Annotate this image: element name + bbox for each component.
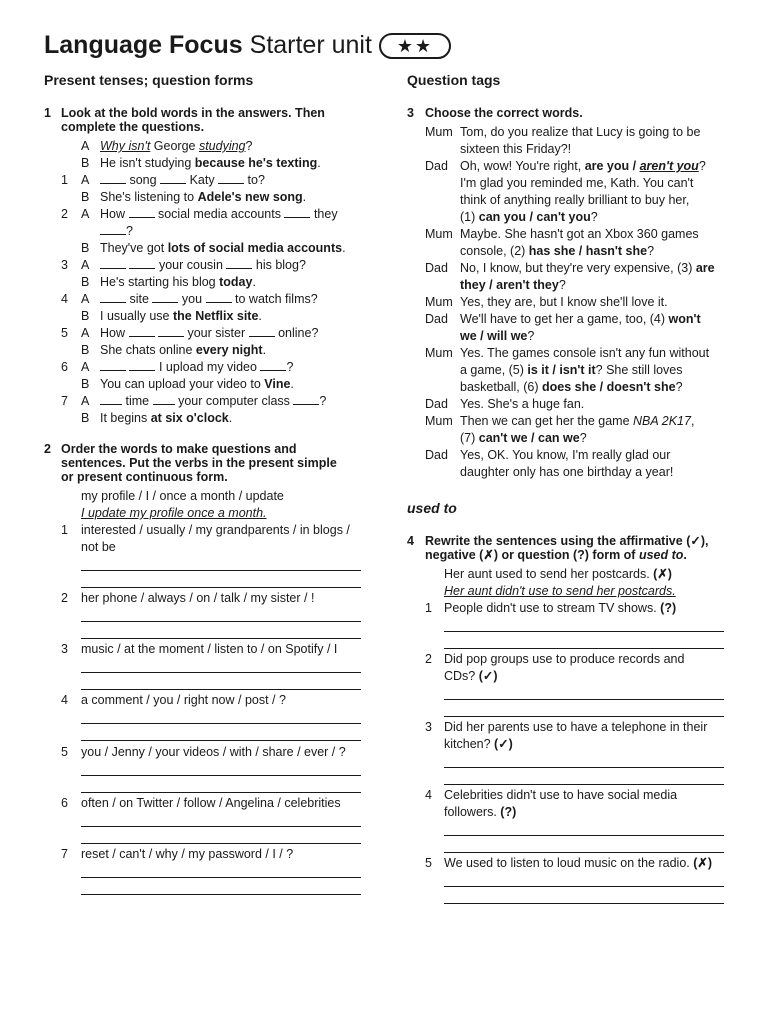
instruction-line	[425, 548, 708, 562]
item-number: 3	[61, 258, 68, 272]
item-2-answer	[100, 240, 346, 257]
question-text: time	[125, 394, 150, 408]
example-text: ?	[245, 139, 253, 153]
answer-line[interactable]	[81, 570, 361, 571]
answer-bold: lots of social media accounts	[167, 241, 343, 255]
answer-line[interactable]	[444, 903, 724, 904]
speaker-label: Dad	[425, 312, 448, 326]
speech-line: sixteen this Friday?!	[460, 142, 572, 156]
speaker-label: Mum	[425, 414, 453, 428]
prompt-text: People didn't use to stream TV shows.	[444, 601, 657, 615]
speech-text: ?	[698, 159, 706, 173]
prompt-text: We used to listen to loud music on the radio.	[444, 856, 690, 870]
answer-blank[interactable]	[206, 291, 232, 303]
question-text: online?	[278, 326, 319, 340]
answer-line[interactable]	[81, 689, 361, 690]
item-4-answer	[100, 308, 262, 325]
speaker-label: Mum	[425, 125, 453, 139]
answer-line[interactable]	[81, 775, 361, 776]
exercise-1-instruction	[61, 106, 325, 134]
item-number: 5	[61, 326, 68, 340]
example-answer: I update my profile once a month.	[81, 506, 267, 520]
item-number: 2	[425, 652, 432, 666]
item-7-answer	[100, 410, 232, 427]
exercise-4-number: 4	[407, 534, 414, 548]
title-unit: Starter unit	[249, 31, 372, 59]
speech-text: console, (2)	[460, 244, 529, 258]
form-mark: (?)	[660, 601, 677, 615]
item-prompt: often / on Twitter / follow / Angelina / celebrities	[81, 796, 341, 810]
question-text: social media accounts	[157, 207, 281, 221]
answer-blank[interactable]	[153, 393, 175, 405]
speech-line	[460, 362, 683, 379]
answer-line[interactable]	[444, 699, 724, 700]
item-6-answer	[100, 376, 294, 393]
answer-blank[interactable]	[129, 359, 155, 371]
item-7-question	[100, 393, 326, 410]
answer-line[interactable]	[81, 723, 361, 724]
left-section-heading: Present tenses; question forms	[44, 72, 254, 88]
page-title	[44, 31, 451, 60]
tag-option[interactable]: does she / doesn't she	[541, 380, 676, 394]
item-prompt: Celebrities didn't use to have social media	[444, 788, 678, 802]
item-4-question	[100, 291, 318, 308]
exercise-3-instruction: Choose the correct words.	[425, 106, 583, 120]
speaker-label: Dad	[425, 261, 448, 275]
answer-blank[interactable]	[218, 172, 244, 184]
answer-line[interactable]	[444, 631, 724, 632]
speaker-label: Mum	[425, 227, 453, 241]
answer-blank[interactable]	[226, 257, 252, 269]
item-number: 6	[61, 360, 68, 374]
tag-option[interactable]: are	[695, 261, 715, 275]
answer-text: They've got	[100, 241, 168, 255]
item-number: 7	[61, 847, 68, 861]
answer-text: .	[290, 377, 294, 391]
answer-blank[interactable]	[129, 206, 155, 218]
item-prompt: you / Jenny / your videos / with / share / ever / ?	[81, 745, 346, 759]
speaker-label: Mum	[425, 295, 453, 309]
answer-blank[interactable]	[100, 291, 126, 303]
answer-blank[interactable]	[100, 359, 126, 371]
instruction-line: Look at the bold words in the answers. Then	[61, 106, 325, 120]
question-text: your computer class	[178, 394, 290, 408]
item-prompt: Did pop groups use to produce records and	[444, 652, 685, 666]
tag-option[interactable]: won't	[668, 312, 701, 326]
speech-line	[460, 379, 683, 396]
tag-option[interactable]: has she / hasn't she	[528, 244, 648, 258]
prompt-text: CDs?	[444, 669, 476, 683]
answer-line[interactable]	[81, 843, 361, 844]
answer-bold: Vine	[264, 377, 291, 391]
speech-line: Yes. She's a huge fan.	[460, 397, 585, 411]
speech-text: ?	[590, 210, 598, 224]
speech-line: think of anything really brilliant to buy her,	[460, 193, 690, 207]
item-prompt: music / at the moment / listen to / on Spotify / I	[81, 642, 338, 656]
speech-line	[460, 277, 566, 294]
item-prompt-cont	[444, 668, 498, 685]
answer-line[interactable]	[444, 784, 724, 785]
answer-blank[interactable]	[260, 359, 286, 371]
speech-text: ?	[647, 244, 655, 258]
question-text: ?	[319, 394, 327, 408]
prompt-text: kitchen?	[444, 737, 491, 751]
tag-option[interactable]: are you /	[584, 159, 640, 173]
item-number: 4	[425, 788, 432, 802]
speech-line	[460, 260, 715, 277]
speech-line	[460, 243, 654, 260]
answer-blank[interactable]	[100, 393, 122, 405]
item-prompt: Did her parents use to have a telephone in their	[444, 720, 708, 734]
question-text: song	[129, 173, 157, 187]
speech-text: ?	[527, 329, 535, 343]
instruction-text: negative (✗) or question (?) form of	[425, 548, 639, 562]
prompt-text: followers.	[444, 805, 497, 819]
answer-bold: because he's texting	[194, 156, 318, 170]
answer-line[interactable]	[81, 672, 361, 673]
question-text: How	[100, 207, 126, 221]
form-mark: (✗)	[653, 567, 672, 581]
speech-text: ,	[690, 414, 695, 428]
question-text: site	[129, 292, 149, 306]
question-text: to watch films?	[235, 292, 318, 306]
prompt-text: Her aunt used to send her postcards.	[444, 567, 650, 581]
instruction-line: or present continuous form.	[61, 470, 228, 484]
form-mark: (✓)	[478, 669, 498, 683]
question-text: Katy	[189, 173, 215, 187]
answer-bold: at six o'clock	[150, 411, 229, 425]
instruction-line: Rewrite the sentences using the affirmative (✓),	[425, 534, 709, 548]
item-prompt: her phone / always / on / talk / my sister / !	[81, 591, 315, 605]
answer-line[interactable]	[81, 877, 361, 878]
speaker-label: Mum	[425, 346, 453, 360]
title-bold: Language Focus	[44, 31, 243, 59]
answer-text: .	[317, 156, 321, 170]
speech-text: Then we can get her the game	[460, 414, 634, 428]
speech-line: I'm glad you reminded me, Kath. You can't	[460, 176, 694, 190]
answer-blank[interactable]	[160, 172, 186, 184]
instruction-line: sentences. Put the verbs in the present simple	[61, 456, 337, 470]
example-text: George	[150, 139, 199, 153]
item-prompt	[444, 855, 712, 872]
speech-text: basketball, (6)	[460, 380, 542, 394]
tag-option[interactable]: we / will we	[460, 329, 528, 343]
answer-line[interactable]	[444, 716, 724, 717]
speech-line	[460, 158, 706, 175]
exercise-2-number: 2	[44, 442, 51, 456]
answer-line[interactable]	[81, 894, 361, 895]
answer-line[interactable]	[444, 767, 724, 768]
example-answer	[100, 155, 321, 172]
answer-text: He's starting his blog	[100, 275, 220, 289]
exercise-3-number: 3	[407, 106, 414, 120]
instruction-line: complete the questions.	[61, 120, 205, 134]
tag-option[interactable]: they / aren't they	[460, 278, 559, 292]
answer-text: .	[302, 190, 307, 204]
speech-line: Yes, they are, but I know she'll love it.	[460, 295, 668, 309]
exercise-2-instruction	[61, 442, 337, 484]
answer-text: .	[342, 241, 346, 255]
speech-line	[460, 413, 694, 430]
item-2-question-cont	[81, 223, 133, 240]
speech-text: (1)	[460, 210, 479, 224]
question-text: you	[181, 292, 203, 306]
speech-line: Tom, do you realize that Lucy is going to be	[460, 125, 701, 139]
example-italic: studying	[198, 139, 246, 153]
item-3-answer	[100, 274, 256, 291]
form-mark: (?)	[500, 805, 517, 819]
answer-blank[interactable]	[293, 393, 319, 405]
speech-text: ?	[558, 278, 566, 292]
item-prompt: interested / usually / my grandparents / in blogs /	[81, 523, 350, 537]
answer-line[interactable]	[444, 886, 724, 887]
item-number: 6	[61, 796, 68, 810]
item-number: 2	[61, 207, 68, 221]
item-prompt: reset / can't / why / my password / I / ?	[81, 847, 294, 861]
item-number: 1	[61, 523, 68, 537]
item-prompt	[444, 600, 676, 617]
speech-text: ?	[579, 431, 587, 445]
used-to-heading: used to	[407, 500, 457, 516]
item-prompt-cont: not be	[81, 540, 116, 554]
item-5-answer	[100, 342, 266, 359]
question-text: ?	[126, 224, 133, 238]
speech-text: ?	[675, 380, 683, 394]
item-number: 5	[425, 856, 432, 870]
answer-blank[interactable]	[100, 257, 126, 269]
question-text: your cousin	[158, 258, 223, 272]
speech-line: daughter only has one birthday a year!	[460, 465, 674, 479]
speech-text: Oh, wow! You're right,	[460, 159, 585, 173]
item-prompt: a comment / you / right now / post / ?	[81, 693, 286, 707]
instruction-line: Order the words to make questions and	[61, 442, 297, 456]
exercise-1-number: 1	[44, 106, 51, 120]
answer-bold: today	[219, 275, 253, 289]
speech-text: No, I know, but they're very expensive, (3)	[460, 261, 696, 275]
answer-bold: every night	[195, 343, 263, 357]
speech-line	[460, 328, 534, 345]
item-2-question	[100, 206, 338, 223]
item-6-question	[100, 359, 293, 376]
answer-blank[interactable]	[129, 325, 155, 337]
item-1-question	[100, 172, 265, 189]
tag-option-example: aren't you	[639, 159, 699, 173]
speaker-label: Dad	[425, 159, 448, 173]
item-number: 3	[61, 642, 68, 656]
speech-line	[460, 311, 701, 328]
answer-line[interactable]	[444, 835, 724, 836]
answer-blank[interactable]	[284, 206, 310, 218]
game-title: NBA 2K17	[633, 414, 691, 428]
tag-option[interactable]: can't we / can we	[478, 431, 580, 445]
answer-line[interactable]	[81, 792, 361, 793]
answer-blank[interactable]	[158, 325, 184, 337]
form-mark: (✓)	[494, 737, 513, 751]
answer-line[interactable]	[81, 621, 361, 622]
item-number: 4	[61, 693, 68, 707]
question-text: to?	[247, 173, 265, 187]
item-1-answer	[100, 189, 306, 206]
item-number: 2	[61, 591, 68, 605]
answer-text: .	[258, 309, 262, 323]
tag-option[interactable]: is it / isn't it	[527, 363, 596, 377]
question-text: his blog?	[255, 258, 306, 272]
speech-line: Yes. The games console isn't any fun without	[460, 346, 710, 360]
answer-text: He isn't studying	[100, 156, 195, 170]
answer-blank[interactable]	[100, 172, 126, 184]
answer-bold: the Netflix site	[172, 309, 259, 323]
speech-line	[460, 209, 598, 226]
answer-bold: Adele's new song	[197, 190, 303, 204]
item-number: 5	[61, 745, 68, 759]
item-number: 1	[425, 601, 432, 615]
exercise-4-instruction	[425, 534, 708, 562]
question-text: How	[100, 326, 126, 340]
answer-blank[interactable]	[152, 291, 178, 303]
speech-text: We'll have to get her a game, too, (4)	[460, 312, 669, 326]
answer-line[interactable]	[81, 638, 361, 639]
answer-text: It begins	[100, 411, 151, 425]
example-question	[100, 138, 252, 155]
example-prompt: my profile / I / once a month / update	[81, 489, 284, 503]
item-prompt-cont	[444, 804, 516, 821]
speech-text: ? She still loves	[595, 363, 683, 377]
example-answer: Her aunt didn't use to send her postcards.	[444, 584, 676, 598]
question-text: they	[313, 207, 338, 221]
answer-text: .	[228, 411, 233, 425]
form-mark: (✗)	[693, 856, 713, 870]
speaker-label: Dad	[425, 448, 448, 462]
speech-line: Yes, OK. You know, I'm really glad our	[460, 448, 671, 462]
answer-line[interactable]	[444, 852, 724, 853]
answer-text: I usually use	[100, 309, 173, 323]
answer-blank[interactable]	[129, 257, 155, 269]
item-prompt-cont	[444, 736, 513, 753]
example-italic: Why isn't	[100, 139, 151, 153]
example-label-b: B	[81, 156, 90, 170]
answer-line[interactable]	[81, 826, 361, 827]
answer-blank[interactable]	[100, 223, 126, 235]
difficulty-stars-badge: ★★	[379, 33, 451, 59]
speech-text: (7)	[460, 431, 479, 445]
answer-text: She's listening to	[100, 190, 198, 204]
speech-line	[460, 430, 587, 447]
answer-text: She chats online	[100, 343, 196, 357]
item-number: 3	[425, 720, 432, 734]
speaker-label: Dad	[425, 397, 448, 411]
instruction-italic: used to	[638, 548, 684, 562]
right-section-heading: Question tags	[407, 72, 501, 88]
example-label-a: A	[81, 139, 90, 153]
answer-line[interactable]	[81, 740, 361, 741]
question-text: I upload my video	[158, 360, 257, 374]
answer-text: .	[262, 343, 267, 357]
answer-blank[interactable]	[249, 325, 275, 337]
item-3-question	[100, 257, 306, 274]
answer-line[interactable]	[444, 648, 724, 649]
question-text: ?	[286, 360, 294, 374]
answer-text: .	[252, 275, 256, 289]
item-number: 1	[61, 173, 68, 187]
item-5-question	[100, 325, 318, 342]
tag-option[interactable]: can you / can't you	[478, 210, 591, 224]
item-number: 7	[61, 394, 68, 408]
answer-line[interactable]	[81, 587, 361, 588]
question-text: your sister	[187, 326, 246, 340]
example-prompt	[444, 566, 672, 583]
instruction-text: .	[683, 548, 687, 562]
speech-text: a game, (5)	[460, 363, 528, 377]
item-number: 4	[61, 292, 68, 306]
answer-text: You can upload your video to	[100, 377, 265, 391]
speech-line: Maybe. She hasn't got an Xbox 360 games	[460, 227, 699, 241]
